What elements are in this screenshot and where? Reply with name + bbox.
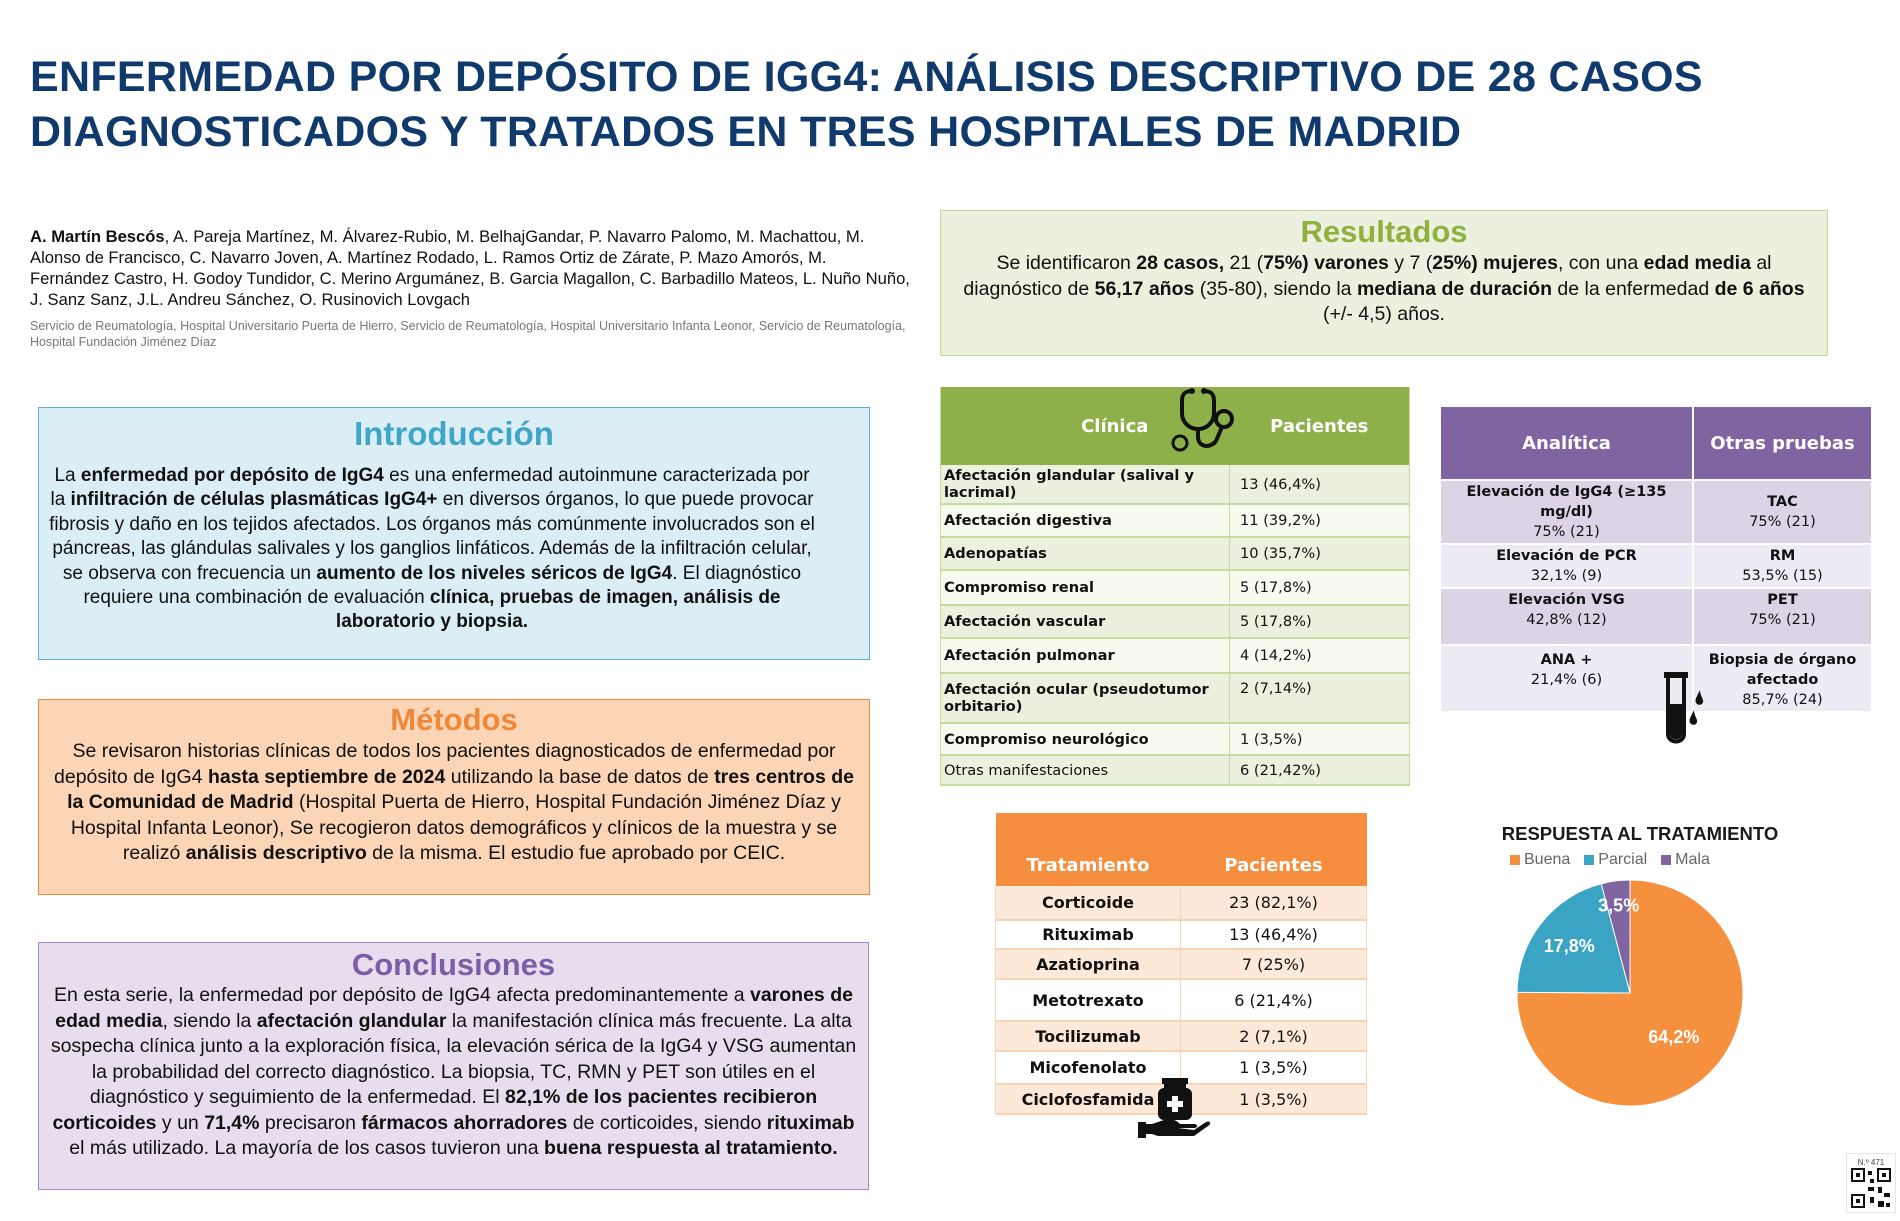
table-cell: TAC 75% (21) [1693,480,1871,544]
pacientes-header: Pacientes [1181,813,1367,886]
table-cell: Adenopatías [941,537,1230,570]
chart-legend [1510,851,1710,869]
table-cell: Corticoide [996,886,1181,920]
analitica-header: Analítica [1441,407,1693,480]
table-cell: Biopsia de órgano afectado 85,7% (24) [1693,645,1871,711]
medicine-bottle-hand-icon [1138,1078,1212,1142]
legend-item-mala: Mala [1661,851,1710,869]
methods-text: Se revisaron historias clínicas de todos los pacientes diagnosticados de enfermedad por depósito de IgG4 hasta septiembre de 2024 utilizando la base de datos de tres centros de la Comunidad de Madrid (Hospital Puerta de Hierro, Hospital Fundación Jiménez Díaz y Hospital Infanta Leonor), Se recogieron datos demográficos y clínicos de la muestra y se realizó análisis descriptivo de la misma. El estudio fue aprobado por CEIC. [54,740,854,864]
results-text: Se identificaron 28 casos, 21 (75%) varones y 7 (25%) mujeres, con una edad media al diagnóstico de 56,17 años (35-80), siendo la mediana de duración de la enfermedad de 6 años (+/- 4,5) años. [963,252,1805,325]
table-cell: PET 75% (21) [1693,588,1871,645]
table-cell: 13 (46,4%) [1181,920,1367,949]
table-cell: Otras manifestaciones [941,755,1230,785]
table-cell: 6 (21,42%) [1230,755,1410,785]
table-cell: 4 (14,2%) [1230,638,1410,673]
table-cell: Tocilizumab [996,1021,1181,1051]
test-tube-icon [1660,670,1710,746]
tratamiento-table [995,813,1367,1115]
table-cell: Elevación VSG 42,8% (12) [1441,588,1693,645]
legend-swatch [1661,855,1671,865]
poster-title: ENFERMEDAD POR DEPÓSITO DE IGG4: ANÁLISIS DESCRIPTIVO DE 28 CASOS DIAGNOSTICADOS Y TRATADOS EN TRES HOSPITALES DE MADRID [30,53,1703,156]
author-list [30,226,910,310]
methods-section [38,699,870,895]
methods-heading: Métodos [390,702,518,737]
pie-label-buena: 64,2% [1648,1027,1700,1048]
conclusions-section [38,942,869,1190]
first-author: A. Martín Bescós [30,227,165,246]
legend-swatch [1584,855,1594,865]
otras-pruebas-header: Otras pruebas [1693,407,1871,480]
table-cell: 7 (25%) [1181,949,1367,979]
table-cell: 10 (35,7%) [1230,537,1410,570]
table-cell: ANA + 21,4% (6) [1441,645,1693,711]
table-cell: 1 (3,5%) [1181,1084,1367,1114]
conclusions-heading: Conclusiones [351,947,556,982]
legend-item-buena: Buena [1510,851,1570,869]
clinica-header: Clínica [941,387,1230,465]
table-cell: 6 (21,4%) [1181,979,1367,1021]
pie-chart [1510,873,1750,1113]
poster-number: N.º 471 [1857,1158,1885,1167]
analitica-table [1441,407,1871,711]
table-cell: Azatioprina [996,949,1181,979]
tratamiento-header: Tratamiento [996,813,1181,886]
table-cell: Afectación digestiva [941,504,1230,537]
table-cell: 2 (7,1%) [1181,1021,1367,1051]
affiliation: Servicio de Reumatología, Hospital Universitario Puerta de Hierro, Servicio de Reumatología, Hospital Universitario Infanta Leonor, Servicio de Reumatología, Hospital Fundación Jiménez Díaz [30,319,906,349]
table-cell: 11 (39,2%) [1230,504,1410,537]
table-cell: Afectación glandular (salival y lacrimal) [941,465,1230,504]
table-cell: 5 (17,8%) [1230,570,1410,605]
conclusions-text: En esta serie, la enfermedad por depósito de IgG4 afecta predominantemente a varones de edad media, siendo la afectación glandular la manifestación clínica más frecuente. La alta sospecha clínica junto a la exploración física, la elevación sérica de la IgG4 y VSG aumentan la probabilidad del correcto diagnóstico. La biopsia, TC, RMN y PET son útiles en el diagnóstico y seguimiento de la enfermedad. El 82,1% de los pacientes recibieron corticoides y un 71,4% precisaron fármacos ahorradores de corticoides, siendo rituximab el más utilizado. La mayoría de los casos tuvieron una buena respuesta al tratamiento. [50,984,857,1159]
intro-section [38,407,870,660]
legend-item-parcial: Parcial [1584,851,1647,869]
table-cell: Elevación de PCR 32,1% (9) [1441,544,1693,588]
table-cell: Afectación pulmonar [941,638,1230,673]
table-cell: Afectación vascular [941,605,1230,638]
table-cell: Elevación de IgG4 (≥135 mg/dl) 75% (21) [1441,480,1693,544]
table-cell: Ciclofosfamida [996,1084,1181,1114]
table-cell: 5 (17,8%) [1230,605,1410,638]
intro-heading: Introducción [354,415,554,452]
table-cell: Compromiso renal [941,570,1230,605]
table-cell: Compromiso neurológico [941,723,1230,755]
table-cell: Metotrexato [996,979,1181,1021]
chart-title: RESPUESTA AL TRATAMIENTO [1501,823,1779,844]
table-cell: 13 (46,4%) [1230,465,1410,504]
co-authors: , A. Pareja Martínez, M. Álvarez-Rubio, M. BelhajGandar, P. Navarro Palomo, M. Machattou, M. Alonso de Francisco, C. Navarro Joven, A. Martínez Rodado, L. Ramos Ortiz de Zárate, P. Mazo Amorós, M. Fernández Castro, H. Godoy Tundidor, C. Merino Argumánez, B. Garcia Magallon, C. Barbadillo Mateos, L. Nuño Nuño, J. Sanz Sanz, J.L. Andreu Sánchez, O. Rusinovich Lovgach [30,227,910,309]
table-cell: 23 (82,1%) [1181,886,1367,920]
table-cell: 1 (3,5%) [1230,723,1410,755]
pacientes-header: Pacientes [1230,387,1410,465]
pie-label-mala: 3,5% [1598,895,1640,916]
table-cell: 1 (3,5%) [1181,1051,1367,1084]
table-cell: 2 (7,14%) [1230,673,1410,723]
table-cell: Afectación ocular (pseudotumor orbitario) [941,673,1230,723]
intro-text: La enfermedad por depósito de IgG4 es una enfermedad autoinmune caracterizada por la infiltración de células plasmáticas IgG4+ en diversos órganos, lo que puede provocar fibrosis y daño en los tejidos afectados. Los órganos más comúnmente involucrados son el páncreas, las glándulas salivales y los ganglios linfáticos. Además de la infiltración celular, se observa con frecuencia un aumento de los niveles séricos de IgG4. El diagnóstico requiere una combinación de evaluación clínica, pruebas de imagen, análisis de laboratorio y biopsia. [49,465,815,633]
results-section [940,210,1828,356]
table-cell: Rituximab [996,920,1181,949]
table-cell: RM 53,5% (15) [1693,544,1871,588]
pie-label-parcial: 17,8% [1543,935,1595,956]
legend-swatch [1510,855,1520,865]
stethoscope-icon [1170,387,1240,453]
results-heading: Resultados [1300,214,1468,249]
table-cell: Micofenolato [996,1051,1181,1084]
